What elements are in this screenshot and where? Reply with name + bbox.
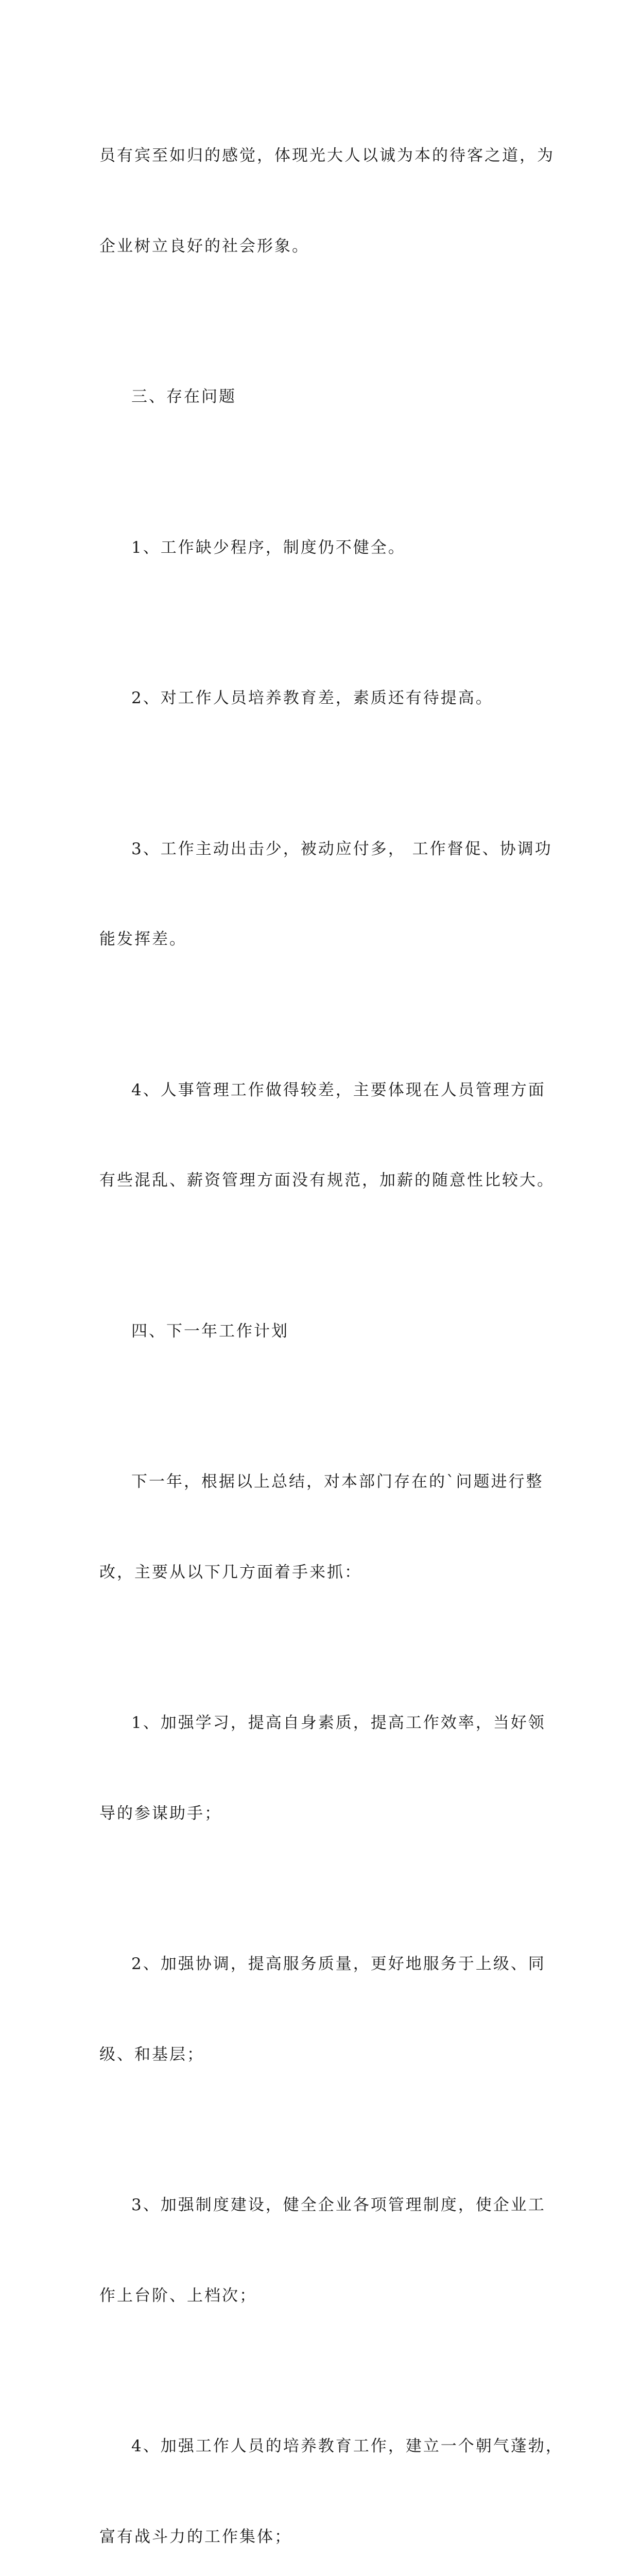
section-heading [99,1256,545,1407]
text-line: 员有宾至如归的感觉，体现光大人以诚为本的待客之道，为 [99,146,555,165]
text-line: 改，主要从以下几方面着手来抓： [99,1563,362,1582]
list-item [99,2130,545,2371]
text-line: 3、工作主动出击少，被动应付多， 工作督促、协调功 [131,839,552,858]
text-line: 3、加强制度建设，健全企业各项管理制度，使企业工 [131,2196,546,2214]
text-line: 四、下一年工作计划 [131,1321,289,1341]
paragraph [99,80,555,321]
list-item [99,2371,563,2576]
text-line: 4、人事管理工作做得较差，主要体现在人员管理方面 [131,1080,546,1099]
list-item [99,623,545,774]
text-line: 4、加强工作人员的培养教育工作，建立一个朝气蓬勃， [131,2437,563,2455]
text-line: 2、对工作人员培养教育差，素质还有待提高。 [131,689,493,707]
text-line: 导的参谋助手； [99,1804,222,1823]
document-body [99,80,563,2576]
text-line: 能发挥差。 [99,930,187,948]
text-line: 作上台阶、上档次； [99,2286,257,2305]
text-line: 有些混乱、薪资管理方面没有规范，加薪的随意性比较大。 [99,1171,555,1190]
list-item [99,1015,555,1256]
list-item [99,1648,545,1889]
paragraph [99,1406,545,1648]
text-line: 三、存在问题 [131,387,236,406]
text-line: 2、加强协调，提高服务质量，更好地服务于上级、同 [131,1955,546,1973]
list-item [99,1889,545,2130]
text-line: 级、和基层； [99,2045,204,2064]
section-heading [99,321,545,472]
list-item [99,472,545,623]
text-line: 1、加强学习，提高自身素质，提高工作效率，当好领 [131,1714,546,1732]
text-line: 下一年，根据以上总结，对本部门存在的`问题进行整 [131,1472,544,1491]
text-line: 1、工作缺少程序，制度仍不健全。 [131,538,406,557]
text-line: 富有战斗力的工作集体； [99,2527,292,2546]
list-item [99,774,552,1015]
text-line: 企业树立良好的社会形象。 [99,236,309,256]
